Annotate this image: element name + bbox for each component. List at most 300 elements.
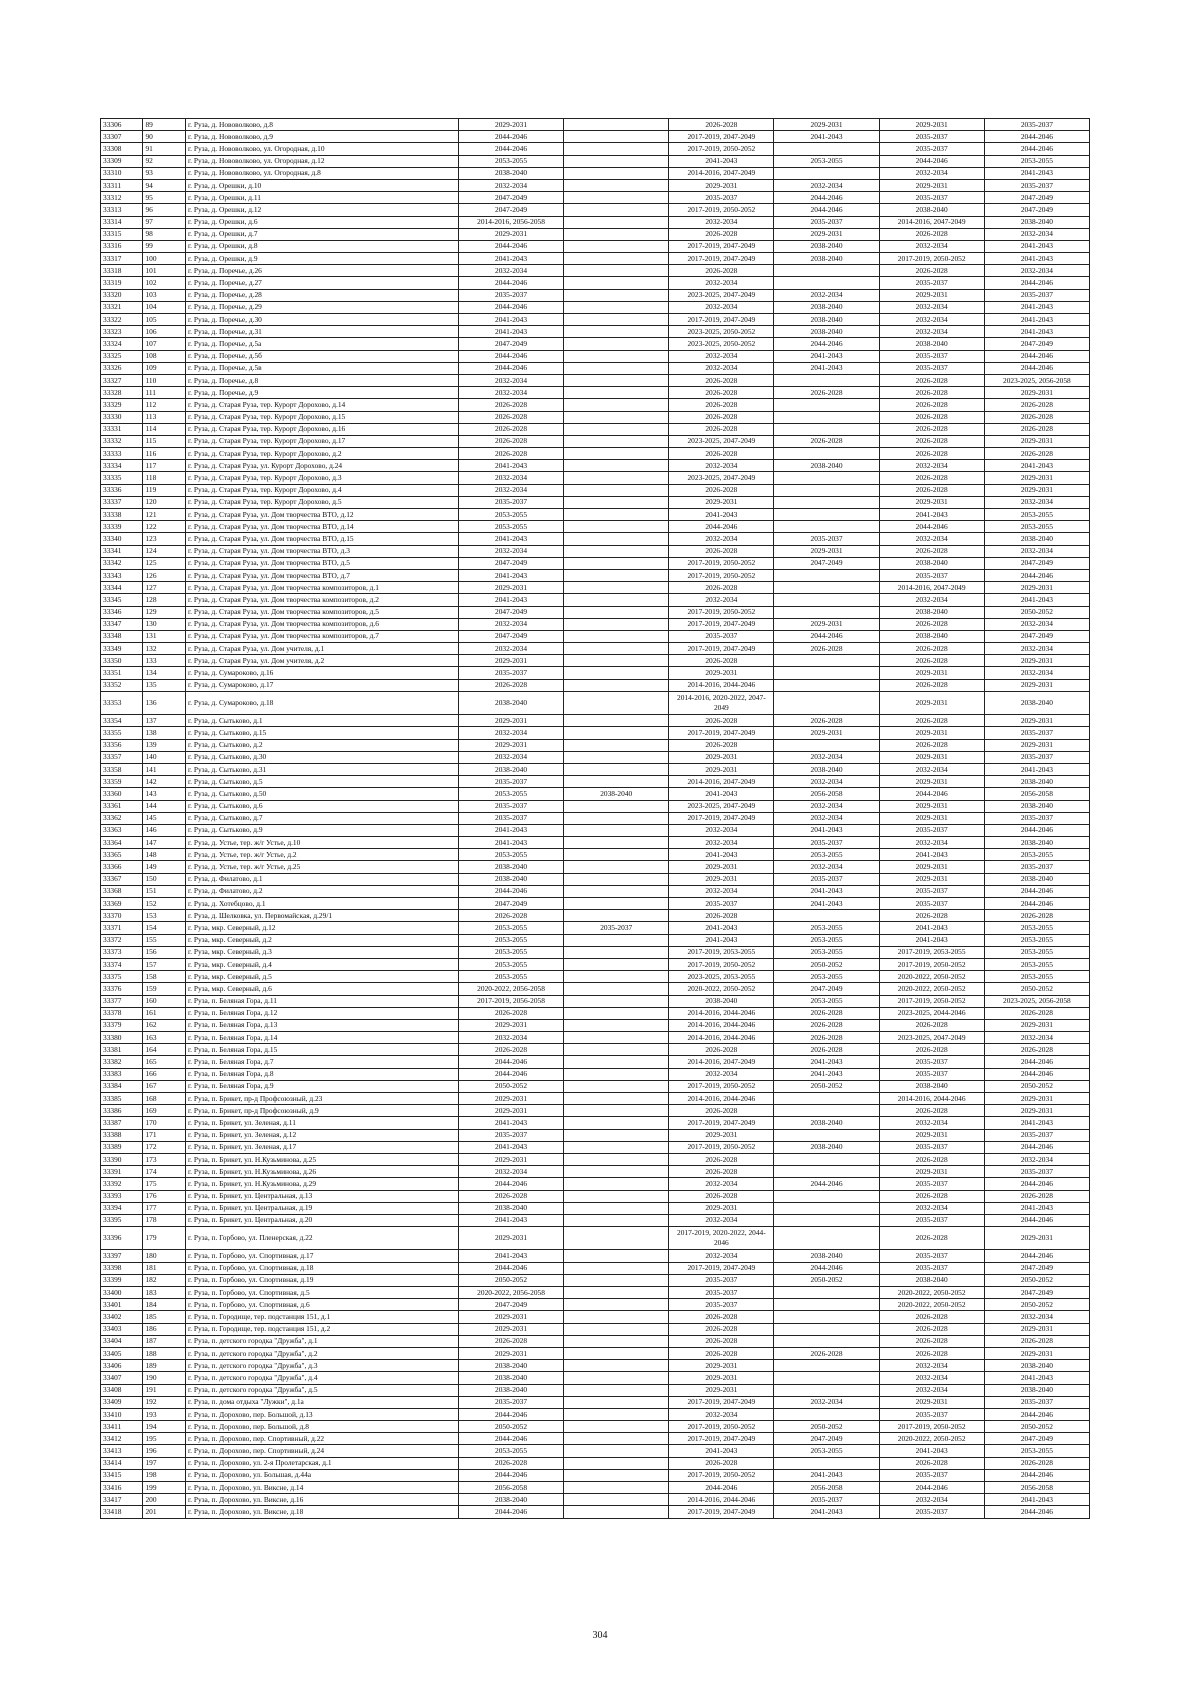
period-cell-2 bbox=[564, 898, 669, 910]
period-cell-2 bbox=[564, 1093, 669, 1105]
row-number-cell: 108 bbox=[143, 350, 185, 362]
row-number-cell: 195 bbox=[143, 1433, 185, 1445]
row-number-cell: 160 bbox=[143, 995, 185, 1007]
address-cell: г. Руза, д. Поречье, д.5в bbox=[185, 362, 458, 374]
period-cell-2 bbox=[564, 995, 669, 1007]
period-cell-6: 2047-2049 bbox=[984, 557, 1089, 569]
record-id-cell: 33316 bbox=[101, 240, 143, 252]
row-number-cell: 117 bbox=[143, 460, 185, 472]
period-cell-6: 2050-2052 bbox=[984, 983, 1089, 995]
table-row bbox=[101, 484, 1090, 496]
period-cell-4: 2053-2055 bbox=[774, 849, 879, 861]
period-cell-2 bbox=[564, 240, 669, 252]
period-cell-2 bbox=[564, 1141, 669, 1153]
period-cell-4: 2038-2040 bbox=[774, 326, 879, 338]
period-cell-5: 2044-2046 bbox=[879, 521, 984, 533]
period-cell-5: 2026-2028 bbox=[879, 1311, 984, 1323]
period-cell-6: 2038-2040 bbox=[984, 1360, 1089, 1372]
period-cell-6: 2047-2049 bbox=[984, 1262, 1089, 1274]
period-cell-5: 2014-2016, 2047-2049 bbox=[879, 216, 984, 228]
record-id-cell: 33312 bbox=[101, 192, 143, 204]
period-cell-3: 2026-2028 bbox=[669, 1323, 774, 1335]
period-cell-4: 2032-2034 bbox=[774, 812, 879, 824]
period-cell-1: 2041-2043 bbox=[458, 1214, 563, 1226]
address-cell: г. Руза, д. Поречье, д.30 bbox=[185, 314, 458, 326]
row-number-cell: 198 bbox=[143, 1469, 185, 1481]
table-row bbox=[101, 727, 1090, 739]
record-id-cell: 33363 bbox=[101, 824, 143, 836]
period-cell-6: 2041-2043 bbox=[984, 314, 1089, 326]
period-cell-1: 2044-2046 bbox=[458, 301, 563, 313]
period-cell-5: 2032-2034 bbox=[879, 460, 984, 472]
table-row bbox=[101, 533, 1090, 545]
period-cell-3: 2032-2034 bbox=[669, 824, 774, 836]
period-cell-5: 2017-2019, 2050-2052 bbox=[879, 253, 984, 265]
period-cell-5: 2035-2037 bbox=[879, 131, 984, 143]
period-cell-5: 2035-2037 bbox=[879, 277, 984, 289]
period-cell-1: 2026-2028 bbox=[458, 1457, 563, 1469]
address-cell: г. Руза, д. Старая Руза, ул. Дом творчества композиторов, д.5 bbox=[185, 606, 458, 618]
table-row bbox=[101, 763, 1090, 775]
record-id-cell: 33313 bbox=[101, 204, 143, 216]
period-cell-1: 2041-2043 bbox=[458, 569, 563, 581]
period-cell-1: 2047-2049 bbox=[458, 338, 563, 350]
period-cell-2 bbox=[564, 484, 669, 496]
period-cell-4 bbox=[774, 1153, 879, 1165]
period-cell-1: 2053-2055 bbox=[458, 934, 563, 946]
address-cell: г. Руза, п. Брикет, ул. Зеленая, д.12 bbox=[185, 1129, 458, 1141]
period-cell-5: 2029-2031 bbox=[879, 861, 984, 873]
period-cell-3: 2017-2019, 2050-2052 bbox=[669, 569, 774, 581]
period-cell-1: 2047-2049 bbox=[458, 898, 563, 910]
period-cell-3: 2041-2043 bbox=[669, 922, 774, 934]
period-cell-5: 2035-2037 bbox=[879, 1141, 984, 1153]
period-cell-2 bbox=[564, 1190, 669, 1202]
period-cell-6: 2032-2034 bbox=[984, 667, 1089, 679]
period-cell-3: 2017-2019, 2050-2052 bbox=[669, 1141, 774, 1153]
period-cell-6: 2047-2049 bbox=[984, 630, 1089, 642]
period-cell-4 bbox=[774, 1129, 879, 1141]
period-cell-5: 2032-2034 bbox=[879, 326, 984, 338]
period-cell-6: 2032-2034 bbox=[984, 228, 1089, 240]
period-cell-1: 2032-2034 bbox=[458, 727, 563, 739]
row-number-cell: 114 bbox=[143, 423, 185, 435]
address-cell: г. Руза, п. Беляная Гора, д.11 bbox=[185, 995, 458, 1007]
table-row bbox=[101, 289, 1090, 301]
period-cell-2 bbox=[564, 326, 669, 338]
period-cell-3: 2017-2019, 2047-2049 bbox=[669, 643, 774, 655]
period-cell-2 bbox=[564, 1262, 669, 1274]
period-cell-4 bbox=[774, 411, 879, 423]
record-id-cell: 33410 bbox=[101, 1408, 143, 1420]
address-cell: г. Руза, п. Дорохово, пер. Спортивный, д.22 bbox=[185, 1433, 458, 1445]
row-number-cell: 141 bbox=[143, 763, 185, 775]
period-cell-2 bbox=[564, 167, 669, 179]
period-cell-6: 2044-2046 bbox=[984, 131, 1089, 143]
period-cell-4: 2050-2052 bbox=[774, 958, 879, 970]
row-number-cell: 168 bbox=[143, 1093, 185, 1105]
period-cell-5: 2029-2031 bbox=[879, 179, 984, 191]
table-row bbox=[101, 1469, 1090, 1481]
period-cell-2 bbox=[564, 314, 669, 326]
address-cell: г. Руза, д. Филатово, д.2 bbox=[185, 885, 458, 897]
period-cell-4: 2026-2028 bbox=[774, 435, 879, 447]
address-cell: г. Руза, п. Горбово, ул. Спортивная, д.19 bbox=[185, 1274, 458, 1286]
period-cell-4: 2053-2055 bbox=[774, 946, 879, 958]
address-cell: г. Руза, д. Сумароково, д.17 bbox=[185, 679, 458, 691]
period-cell-6: 2041-2043 bbox=[984, 301, 1089, 313]
row-number-cell: 94 bbox=[143, 179, 185, 191]
period-cell-4 bbox=[774, 739, 879, 751]
address-cell: г. Руза, п. Беляная Гора, д.9 bbox=[185, 1080, 458, 1092]
period-cell-1: 2026-2028 bbox=[458, 448, 563, 460]
row-number-cell: 107 bbox=[143, 338, 185, 350]
period-cell-1: 2053-2055 bbox=[458, 1445, 563, 1457]
period-cell-3: 2026-2028 bbox=[669, 374, 774, 386]
period-cell-6: 2053-2055 bbox=[984, 946, 1089, 958]
record-id-cell: 33413 bbox=[101, 1445, 143, 1457]
period-cell-5: 2032-2034 bbox=[879, 763, 984, 775]
record-id-cell: 33370 bbox=[101, 910, 143, 922]
period-cell-1: 2029-2031 bbox=[458, 1093, 563, 1105]
table-row bbox=[101, 910, 1090, 922]
period-cell-5: 2029-2031 bbox=[879, 1396, 984, 1408]
period-cell-1: 2029-2031 bbox=[458, 228, 563, 240]
period-cell-3: 2014-2016, 2047-2049 bbox=[669, 167, 774, 179]
record-id-cell: 33415 bbox=[101, 1469, 143, 1481]
period-cell-3: 2032-2034 bbox=[669, 533, 774, 545]
period-cell-6: 2044-2046 bbox=[984, 1408, 1089, 1420]
period-cell-2 bbox=[564, 289, 669, 301]
period-cell-3: 2026-2028 bbox=[669, 1153, 774, 1165]
table-row bbox=[101, 679, 1090, 691]
period-cell-1: 2044-2046 bbox=[458, 1469, 563, 1481]
record-id-cell: 33373 bbox=[101, 946, 143, 958]
period-cell-1: 2029-2031 bbox=[458, 1323, 563, 1335]
period-cell-2 bbox=[564, 472, 669, 484]
period-cell-5: 2026-2028 bbox=[879, 643, 984, 655]
period-cell-3: 2041-2043 bbox=[669, 155, 774, 167]
period-cell-5: 2035-2037 bbox=[879, 1506, 984, 1518]
table-row bbox=[101, 411, 1090, 423]
row-number-cell: 173 bbox=[143, 1153, 185, 1165]
period-cell-5: 2026-2028 bbox=[879, 1153, 984, 1165]
period-cell-3: 2023-2025, 2050-2052 bbox=[669, 338, 774, 350]
record-id-cell: 33406 bbox=[101, 1360, 143, 1372]
period-cell-1: 2026-2028 bbox=[458, 423, 563, 435]
table-row bbox=[101, 435, 1090, 447]
period-cell-2 bbox=[564, 1166, 669, 1178]
row-number-cell: 183 bbox=[143, 1287, 185, 1299]
period-cell-3: 2017-2019, 2047-2049 bbox=[669, 1117, 774, 1129]
period-cell-2 bbox=[564, 204, 669, 216]
record-id-cell: 33414 bbox=[101, 1457, 143, 1469]
table-row bbox=[101, 557, 1090, 569]
table-row bbox=[101, 873, 1090, 885]
period-cell-1: 2029-2031 bbox=[458, 119, 563, 131]
period-cell-4 bbox=[774, 484, 879, 496]
period-cell-1: 2038-2040 bbox=[458, 1372, 563, 1384]
period-cell-6: 2038-2040 bbox=[984, 691, 1089, 714]
table-row bbox=[101, 1117, 1090, 1129]
record-id-cell: 33325 bbox=[101, 350, 143, 362]
period-cell-6: 2047-2049 bbox=[984, 192, 1089, 204]
table-row bbox=[101, 277, 1090, 289]
table-row bbox=[101, 824, 1090, 836]
period-cell-1: 2044-2046 bbox=[458, 1178, 563, 1190]
row-number-cell: 131 bbox=[143, 630, 185, 642]
row-number-cell: 192 bbox=[143, 1396, 185, 1408]
period-cell-2 bbox=[564, 545, 669, 557]
period-cell-5: 2023-2025, 2047-2049 bbox=[879, 1032, 984, 1044]
period-cell-4 bbox=[774, 594, 879, 606]
period-cell-4 bbox=[774, 569, 879, 581]
period-cell-5: 2041-2043 bbox=[879, 934, 984, 946]
row-number-cell: 136 bbox=[143, 691, 185, 714]
period-cell-6: 2044-2046 bbox=[984, 1214, 1089, 1226]
period-cell-5: 2035-2037 bbox=[879, 1056, 984, 1068]
address-cell: г. Руза, д. Нововолково, ул. Огородная, д.10 bbox=[185, 143, 458, 155]
record-id-cell: 33383 bbox=[101, 1068, 143, 1080]
row-number-cell: 137 bbox=[143, 715, 185, 727]
period-cell-6: 2032-2034 bbox=[984, 1153, 1089, 1165]
period-cell-6: 2044-2046 bbox=[984, 824, 1089, 836]
period-cell-1: 2020-2022, 2056-2058 bbox=[458, 1287, 563, 1299]
period-cell-6: 2047-2049 bbox=[984, 204, 1089, 216]
period-cell-5: 2026-2028 bbox=[879, 1190, 984, 1202]
period-cell-4 bbox=[774, 1214, 879, 1226]
record-id-cell: 33368 bbox=[101, 885, 143, 897]
period-cell-5: 2032-2034 bbox=[879, 533, 984, 545]
period-cell-6: 2029-2031 bbox=[984, 1227, 1089, 1250]
address-cell: г. Руза, д. Нововолково, д.9 bbox=[185, 131, 458, 143]
table-row bbox=[101, 1262, 1090, 1274]
address-cell: г. Руза, д. Орешки, д.10 bbox=[185, 179, 458, 191]
period-cell-2 bbox=[564, 1421, 669, 1433]
record-id-cell: 33334 bbox=[101, 460, 143, 472]
period-cell-1: 2047-2049 bbox=[458, 1299, 563, 1311]
period-cell-1: 2032-2034 bbox=[458, 545, 563, 557]
period-cell-5: 2026-2028 bbox=[879, 1019, 984, 1031]
period-cell-4: 2026-2028 bbox=[774, 1044, 879, 1056]
table-row bbox=[101, 1274, 1090, 1286]
period-cell-5: 2035-2037 bbox=[879, 898, 984, 910]
record-id-cell: 33337 bbox=[101, 496, 143, 508]
period-cell-1: 2056-2058 bbox=[458, 1482, 563, 1494]
record-id-cell: 33361 bbox=[101, 800, 143, 812]
row-number-cell: 150 bbox=[143, 873, 185, 885]
address-cell: г. Руза, д. Старая Руза, ул. Дом учителя, д.1 bbox=[185, 643, 458, 655]
row-number-cell: 98 bbox=[143, 228, 185, 240]
period-cell-4: 2053-2055 bbox=[774, 995, 879, 1007]
period-cell-4: 2044-2046 bbox=[774, 338, 879, 350]
period-cell-1: 2029-2031 bbox=[458, 1019, 563, 1031]
row-number-cell: 177 bbox=[143, 1202, 185, 1214]
period-cell-3: 2041-2043 bbox=[669, 934, 774, 946]
period-cell-4: 2053-2055 bbox=[774, 922, 879, 934]
table-row bbox=[101, 776, 1090, 788]
record-id-cell: 33349 bbox=[101, 643, 143, 655]
row-number-cell: 105 bbox=[143, 314, 185, 326]
period-cell-2 bbox=[564, 751, 669, 763]
period-cell-1: 2047-2049 bbox=[458, 630, 563, 642]
table-row bbox=[101, 630, 1090, 642]
period-cell-5: 2026-2028 bbox=[879, 1335, 984, 1347]
period-cell-5: 2026-2028 bbox=[879, 472, 984, 484]
period-cell-3: 2035-2037 bbox=[669, 1287, 774, 1299]
record-id-cell: 33311 bbox=[101, 179, 143, 191]
period-cell-1: 2044-2046 bbox=[458, 240, 563, 252]
period-cell-1: 2032-2034 bbox=[458, 751, 563, 763]
period-cell-1: 2035-2037 bbox=[458, 289, 563, 301]
period-cell-6: 2038-2040 bbox=[984, 873, 1089, 885]
row-number-cell: 158 bbox=[143, 971, 185, 983]
period-cell-6: 2032-2034 bbox=[984, 545, 1089, 557]
period-cell-6: 2050-2052 bbox=[984, 1274, 1089, 1286]
row-number-cell: 170 bbox=[143, 1117, 185, 1129]
period-cell-2 bbox=[564, 374, 669, 386]
record-id-cell: 33335 bbox=[101, 472, 143, 484]
row-number-cell: 120 bbox=[143, 496, 185, 508]
record-id-cell: 33372 bbox=[101, 934, 143, 946]
record-id-cell: 33343 bbox=[101, 569, 143, 581]
period-cell-2 bbox=[564, 411, 669, 423]
period-cell-5: 2026-2028 bbox=[879, 910, 984, 922]
period-cell-5: 2032-2034 bbox=[879, 1202, 984, 1214]
period-cell-2 bbox=[564, 691, 669, 714]
period-cell-2 bbox=[564, 873, 669, 885]
period-cell-6: 2041-2043 bbox=[984, 326, 1089, 338]
table-row bbox=[101, 1360, 1090, 1372]
period-cell-6: 2050-2052 bbox=[984, 1421, 1089, 1433]
period-cell-5: 2026-2028 bbox=[879, 435, 984, 447]
period-cell-5: 2035-2037 bbox=[879, 362, 984, 374]
record-id-cell: 33391 bbox=[101, 1166, 143, 1178]
period-cell-5: 2032-2034 bbox=[879, 1360, 984, 1372]
period-cell-6: 2053-2055 bbox=[984, 958, 1089, 970]
table-row bbox=[101, 1506, 1090, 1518]
period-cell-1: 2038-2040 bbox=[458, 1360, 563, 1372]
address-cell: г. Руза, мкр. Северный, д.3 bbox=[185, 946, 458, 958]
record-id-cell: 33397 bbox=[101, 1250, 143, 1262]
address-cell: г. Руза, д. Старая Руза, ул. Дом творчества ВТО, д.15 bbox=[185, 533, 458, 545]
period-cell-4: 2038-2040 bbox=[774, 301, 879, 313]
table-row bbox=[101, 1227, 1090, 1250]
row-number-cell: 194 bbox=[143, 1421, 185, 1433]
period-cell-3: 2032-2034 bbox=[669, 1214, 774, 1226]
row-number-cell: 156 bbox=[143, 946, 185, 958]
period-cell-3: 2026-2028 bbox=[669, 545, 774, 557]
table-row bbox=[101, 1494, 1090, 1506]
period-cell-1: 2050-2052 bbox=[458, 1080, 563, 1092]
period-cell-4: 2041-2043 bbox=[774, 350, 879, 362]
period-cell-3: 2017-2019, 2047-2049 bbox=[669, 727, 774, 739]
period-cell-3: 2032-2034 bbox=[669, 277, 774, 289]
period-cell-2 bbox=[564, 1287, 669, 1299]
period-cell-3: 2023-2025, 2050-2052 bbox=[669, 326, 774, 338]
period-cell-3: 2032-2034 bbox=[669, 1178, 774, 1190]
period-cell-1: 2029-2031 bbox=[458, 739, 563, 751]
table-row bbox=[101, 143, 1090, 155]
address-cell: г. Руза, п. детского городка "Дружба", д.3 bbox=[185, 1360, 458, 1372]
table-row bbox=[101, 350, 1090, 362]
period-cell-6: 2023-2025, 2056-2058 bbox=[984, 374, 1089, 386]
address-cell: г. Руза, мкр. Северный, д.6 bbox=[185, 983, 458, 995]
address-cell: г. Руза, д. Сытьково, д.7 bbox=[185, 812, 458, 824]
period-cell-6: 2029-2031 bbox=[984, 715, 1089, 727]
table-row bbox=[101, 861, 1090, 873]
period-cell-6: 2041-2043 bbox=[984, 763, 1089, 775]
address-cell: г. Руза, д. Старая Руза, ул. Дом творчества ВТО, д.12 bbox=[185, 509, 458, 521]
period-cell-2 bbox=[564, 946, 669, 958]
period-cell-3: 2029-2031 bbox=[669, 496, 774, 508]
period-cell-4 bbox=[774, 910, 879, 922]
period-cell-1: 2047-2049 bbox=[458, 192, 563, 204]
period-cell-1: 2032-2034 bbox=[458, 618, 563, 630]
address-cell: г. Руза, д. Старая Руза, ул. Дом творчества ВТО, д.7 bbox=[185, 569, 458, 581]
table-row bbox=[101, 131, 1090, 143]
table-row bbox=[101, 1153, 1090, 1165]
period-cell-4 bbox=[774, 679, 879, 691]
address-cell: г. Руза, д. Поречье, д.27 bbox=[185, 277, 458, 289]
period-cell-5: 2029-2031 bbox=[879, 873, 984, 885]
period-cell-4: 2032-2034 bbox=[774, 179, 879, 191]
row-number-cell: 167 bbox=[143, 1080, 185, 1092]
period-cell-5: 2026-2028 bbox=[879, 1323, 984, 1335]
period-cell-3: 2026-2028 bbox=[669, 655, 774, 667]
address-cell: г. Руза, п. Брикет, ул. Н.Кузьминова, д.26 bbox=[185, 1166, 458, 1178]
period-cell-1: 2038-2040 bbox=[458, 167, 563, 179]
period-cell-2 bbox=[564, 1178, 669, 1190]
period-cell-1: 2044-2046 bbox=[458, 131, 563, 143]
period-cell-6: 2032-2034 bbox=[984, 643, 1089, 655]
period-cell-4: 2044-2046 bbox=[774, 192, 879, 204]
period-cell-6: 2026-2028 bbox=[984, 1190, 1089, 1202]
period-cell-3: 2032-2034 bbox=[669, 837, 774, 849]
period-cell-1: 2047-2049 bbox=[458, 204, 563, 216]
period-cell-2 bbox=[564, 192, 669, 204]
period-cell-1: 2032-2034 bbox=[458, 179, 563, 191]
period-cell-1: 2017-2019, 2056-2058 bbox=[458, 995, 563, 1007]
period-cell-1: 2041-2043 bbox=[458, 1117, 563, 1129]
table-row bbox=[101, 1166, 1090, 1178]
row-number-cell: 89 bbox=[143, 119, 185, 131]
record-id-cell: 33376 bbox=[101, 983, 143, 995]
period-cell-2 bbox=[564, 606, 669, 618]
period-cell-5: 2032-2034 bbox=[879, 301, 984, 313]
address-cell: г. Руза, д. Поречье, д.29 bbox=[185, 301, 458, 313]
table-row bbox=[101, 338, 1090, 350]
address-cell: г. Руза, д. Старая Руза, тер. Курорт Дорохово, д.2 bbox=[185, 448, 458, 460]
table-row bbox=[101, 155, 1090, 167]
table-row bbox=[101, 362, 1090, 374]
table-row bbox=[101, 1372, 1090, 1384]
period-cell-6: 2029-2031 bbox=[984, 435, 1089, 447]
address-cell: г. Руза, п. Дорохово, пер. Большой, д.8 bbox=[185, 1421, 458, 1433]
address-cell: г. Руза, д. Сытьково, д.1 bbox=[185, 715, 458, 727]
period-cell-6: 2041-2043 bbox=[984, 594, 1089, 606]
row-number-cell: 164 bbox=[143, 1044, 185, 1056]
period-cell-5: 2020-2022, 2050-2052 bbox=[879, 1287, 984, 1299]
period-cell-5: 2044-2046 bbox=[879, 788, 984, 800]
period-cell-4: 2041-2043 bbox=[774, 1469, 879, 1481]
record-id-cell: 33364 bbox=[101, 837, 143, 849]
period-cell-5: 2026-2028 bbox=[879, 228, 984, 240]
address-cell: г. Руза, д. Старая Руза, тер. Курорт Дорохово, д.5 bbox=[185, 496, 458, 508]
address-cell: г. Руза, п. Беляная Гора, д.15 bbox=[185, 1044, 458, 1056]
period-cell-4: 2035-2037 bbox=[774, 837, 879, 849]
record-id-cell: 33355 bbox=[101, 727, 143, 739]
